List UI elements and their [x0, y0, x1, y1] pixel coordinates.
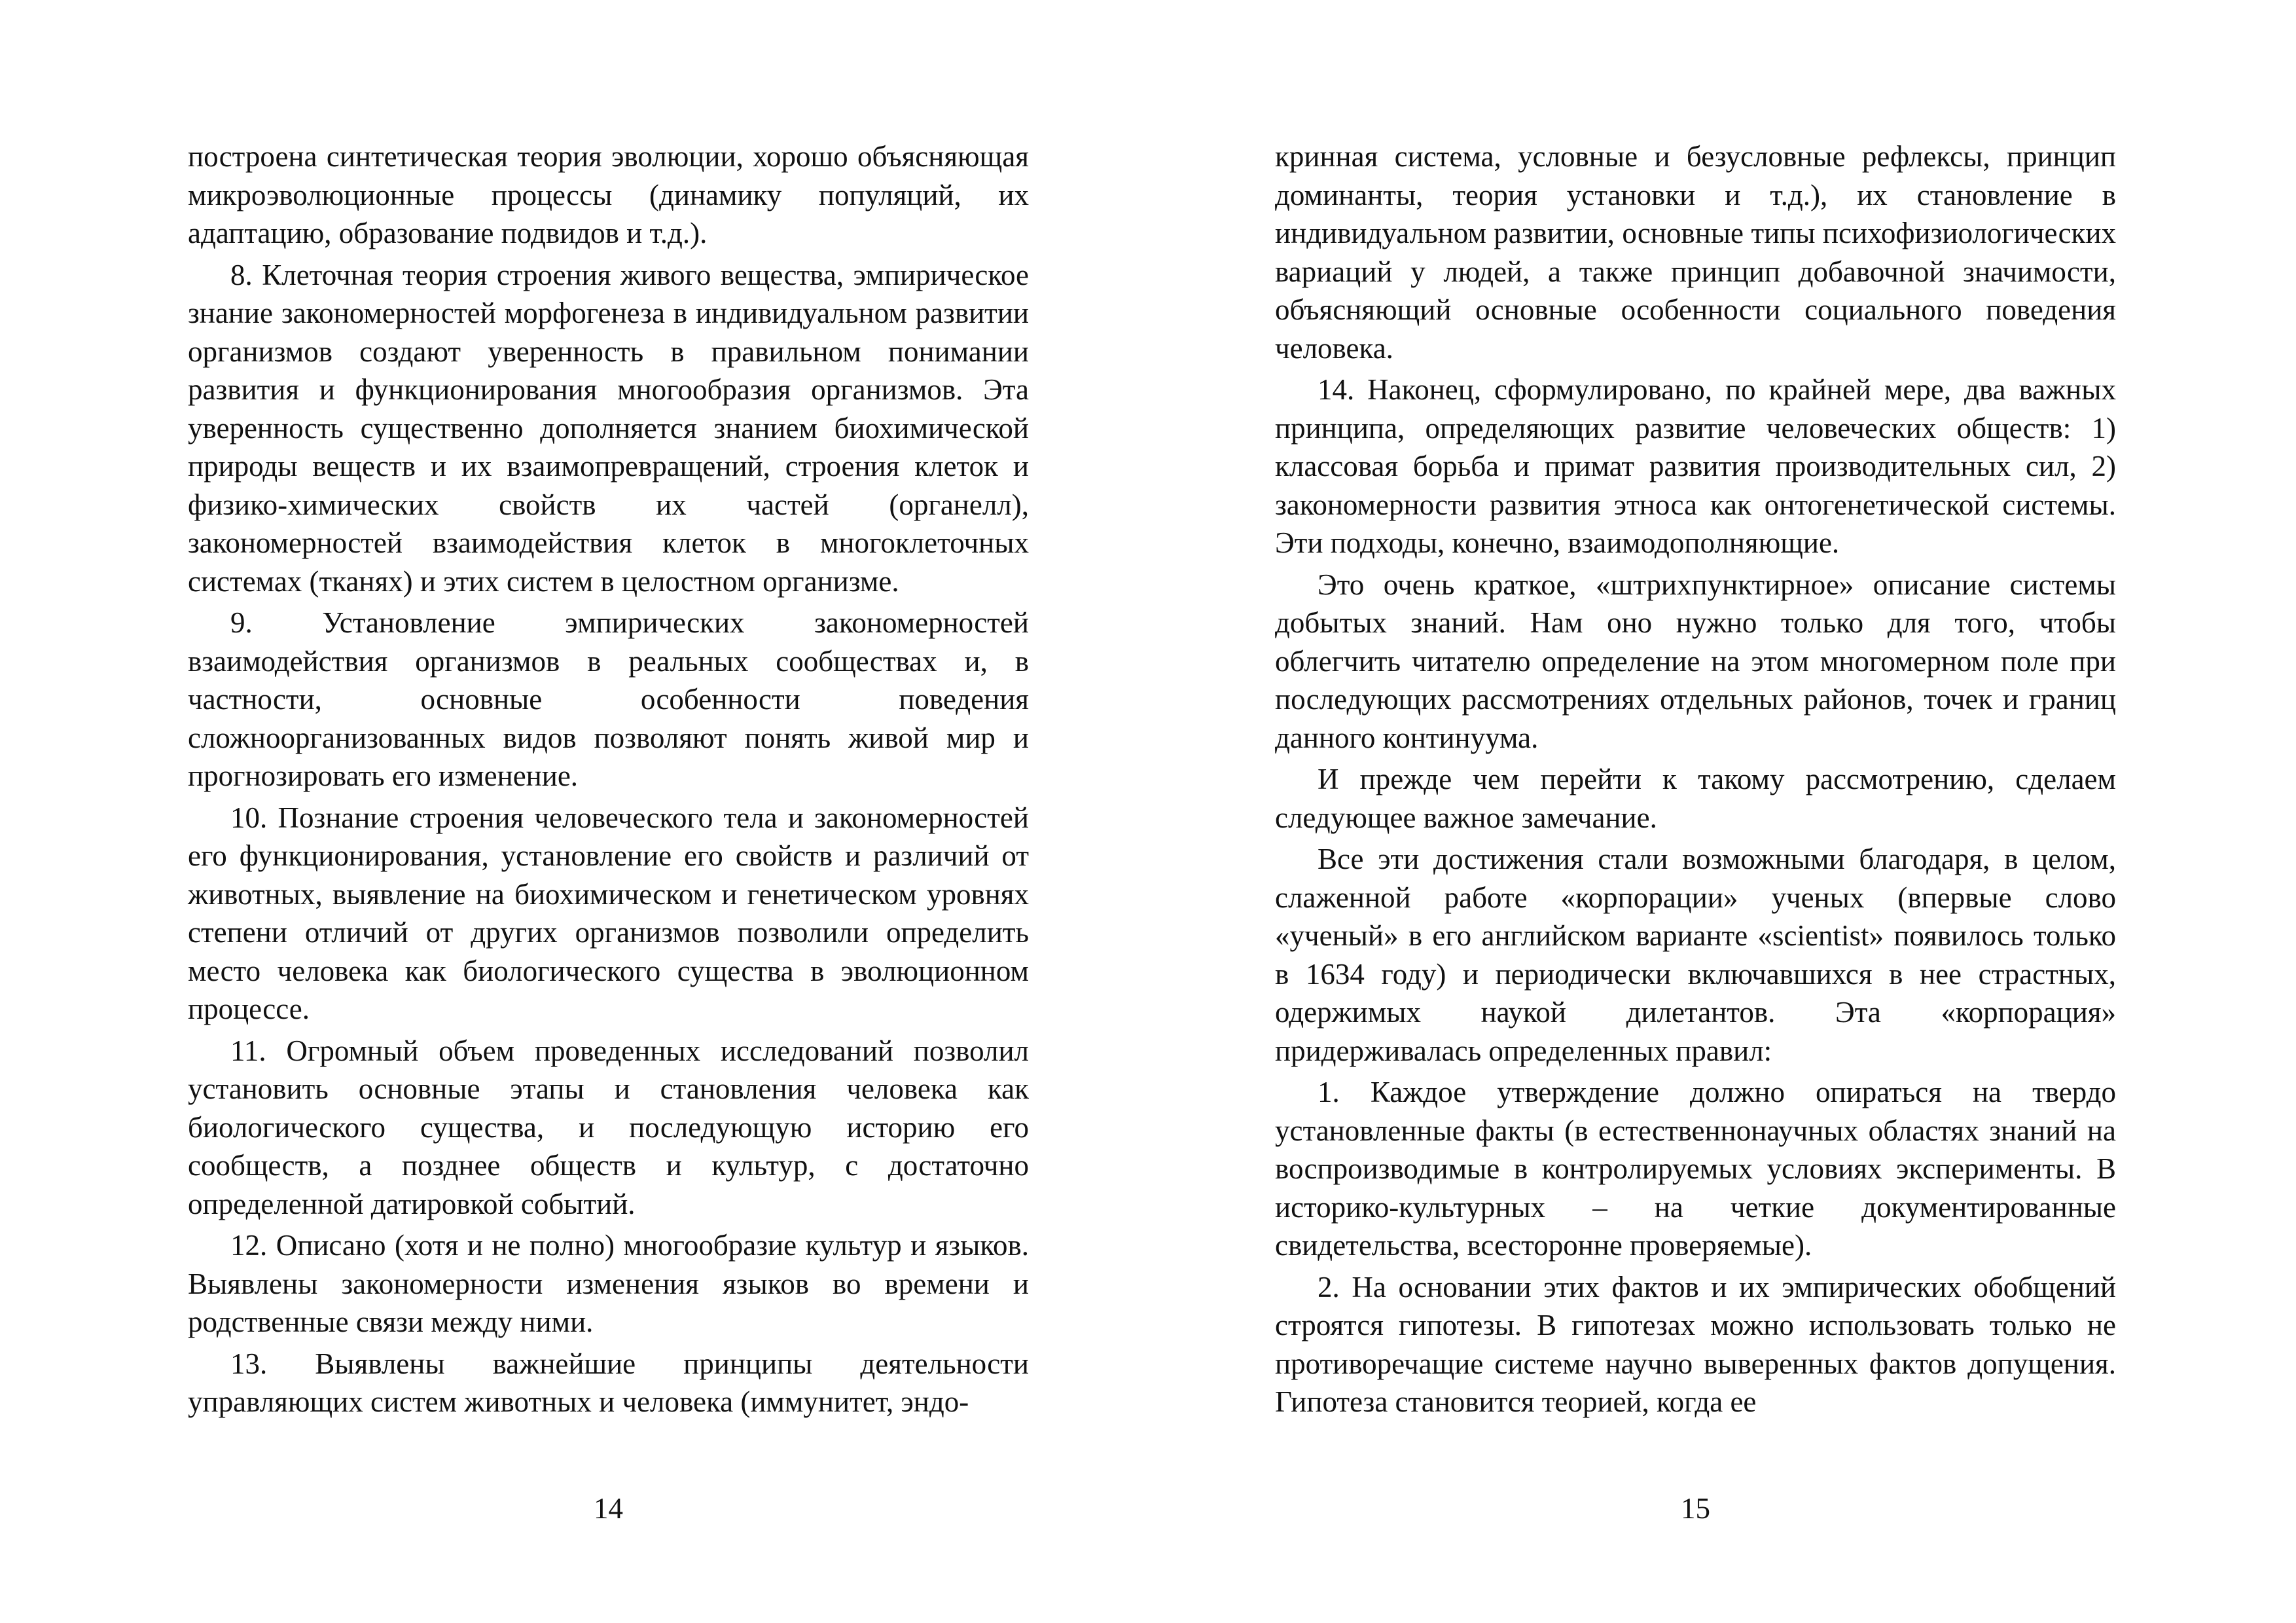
paragraph-item-8: 8. Клеточная теория строения живого вещества, эмпирическое знание закономерностей морфогенеза в индивидуальном развитии организмов создают уверенность в правильном понимании развития и функционирования многообразия организмов. Эта уверенность существенно дополняется знанием биохимической природы веществ и их взаимопревращений, строения клеток и физико-химических свойств их частей (органелл), закономерностей взаимодействия клеток в многоклеточных системах (тканях) и этих систем в целостном организме.: [188, 258, 1029, 598]
paragraph-item-13: 13. Выявлены важнейшие принципы деятельности управляющих систем животных и человека (иммунитет, эндо-: [188, 1347, 1029, 1418]
paragraph-rule-1: 1. Каждое утверждение должно опираться на твердо установленные факты (в естественнонаучных областях знаний на воспроизводимые в контролируемых условиях эксперименты. В историко-культурных – на четкие документированные свидетельства, всесторонне проверяемые).: [1275, 1076, 2116, 1262]
paragraph-item-12: 12. Описано (хотя и не полно) многообразие культур и языков. Выявлены закономерности изменения языков во времени и родственные связи между ними.: [188, 1229, 1029, 1338]
paragraph-continued: построена синтетическая теория эволюции, хорошо объясняющая микроэволюционные процессы (динамику популяций, их адаптацию, образование подвидов и т.д.).: [188, 140, 1029, 249]
paragraph-summary: Это очень краткое, «штрихпунктирное» описание системы добытых знаний. Нам оно нужно только для того, чтобы облегчить читателю определение на этом многомерном поле при последующих рассмотрениях отдельных районов, точек и границ данного континуума.: [1275, 568, 2116, 754]
page-number-right: 15: [1681, 1492, 1710, 1525]
paragraph-item-9: 9. Установление эмпирических закономерностей взаимодействия организмов в реальных сообществах и, в частности, основные особенности поведения сложноорганизованных видов позволяют понять живой мир и прогнозировать его изменение.: [188, 606, 1029, 792]
right-page-text: [1275, 137, 2116, 1425]
paragraph-item-10: 10. Познание строения человеческого тела и закономерностей его функционирования, установление его свойств и различий от животных, выявление на биохимическом и генетическом уровнях степени отличий от других организмов позволили определить место человека как биологического существа в эволюционном процессе.: [188, 801, 1029, 1025]
paragraph-corporation: Все эти достижения стали возможными благодаря, в целом, слаженной работе «корпорации» ученых (впервые слово «ученый» в его английском варианте «scientist» появилось только в 1634 году) и периодически включавшихся в нее страстных, одержимых наукой дилетантов. Эта «корпорация» придерживалась определенных правил:: [1275, 843, 2116, 1067]
paragraph-item-11: 11. Огромный объем проведенных исследований позволил установить основные этапы и становления человека как биологического существа, и последующую историю его сообществ, а позднее обществ и культур, с достаточно определенной датировкой событий.: [188, 1034, 1029, 1220]
page-number-left: 14: [594, 1492, 623, 1525]
paragraph-item-14: 14. Наконец, сформулировано, по крайней мере, два важных принципа, определяющих развитие человеческих обществ: 1) классовая борьба и примат развития производительных сил, 2) закономерности развития этноса как онтогенетической системы. Эти подходы, конечно, взаимодополняющие.: [1275, 373, 2116, 559]
paragraph-continued: кринная система, условные и безусловные рефлексы, принцип доминанты, теория установки и т.д.), их становление в индивидуальном развитии, основные типы психофизиологических вариаций у людей, а также принцип добавочной значимости, объясняющий основные особенности социального поведения человека.: [1275, 140, 2116, 365]
right-page: [1275, 137, 2116, 1532]
paragraph-transition: И прежде чем перейти к такому рассмотрению, сделаем следующее важное замечание.: [1275, 763, 2116, 834]
paragraph-rule-2: 2. На основании этих фактов и их эмпирических обобщений строятся гипотезы. В гипотезах можно использовать только не противоречащие системе научно выверенных фактов допущения. Гипотеза становится теорией, когда ее: [1275, 1270, 2116, 1418]
left-page: [188, 137, 1029, 1532]
left-page-text: [188, 137, 1029, 1425]
